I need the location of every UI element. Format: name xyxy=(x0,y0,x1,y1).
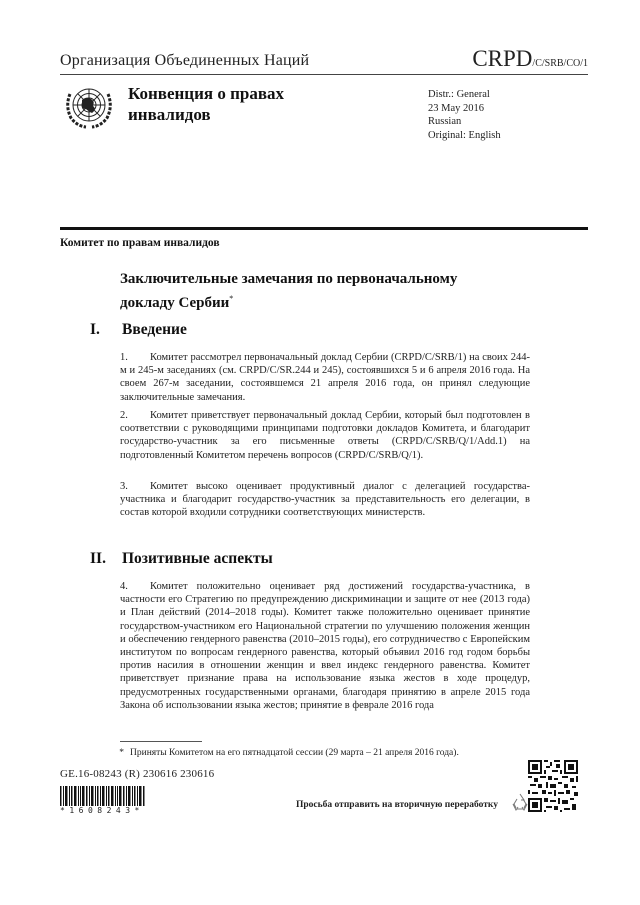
treaty-title-line2: инвалидов xyxy=(128,105,211,124)
paragraph-number: 1. xyxy=(120,352,128,363)
paragraph-4 xyxy=(120,580,530,712)
paragraph-text: Комитет рассмотрел первоначальный доклад Сербии (CRPD/C/SRB/1) на своих 244-м и 245-м заседаниях (см. CRPD/C/SR.244 и 245), состоявшихся 5 и 6 апреля 2016 года. На своем 267-м заседании, состоявшемся 21 апреля 2016 года, он принял следующие заключительные замечания. xyxy=(120,352,530,403)
organization-name: Организация Объединенных Наций xyxy=(60,52,310,69)
title-footnote-marker[interactable]: * xyxy=(229,294,234,303)
header-rule xyxy=(60,74,588,75)
qr-code-icon[interactable] xyxy=(528,760,578,812)
recycle-icon xyxy=(510,792,530,812)
committee-name: Комитет по правам инвалидов xyxy=(60,237,220,249)
un-emblem-icon xyxy=(62,82,116,132)
paragraph-2 xyxy=(120,409,530,462)
section-number: II. xyxy=(90,550,106,567)
document-symbol xyxy=(472,46,588,72)
header-thick-rule xyxy=(60,227,588,230)
original-language: Original: English xyxy=(428,129,501,141)
paragraph-1 xyxy=(120,351,530,404)
footnote-rule xyxy=(120,741,202,742)
document-title-line2: докладу Сербии xyxy=(120,295,230,311)
footnote xyxy=(110,748,459,758)
paragraph-text: Комитет приветствует первоначальный доклад Сербии, который был подготовлен в соответствии с руководящими принципами подготовки докладов Комитета, и благодарит государство-участник за его письменные ответы (CRPD/C/SRB/Q/1/Add.1) на подготовленный Комитетом перечень вопросов (CRPD/C/SRB/Q/1). xyxy=(120,410,530,461)
paragraph-number: 3. xyxy=(120,481,128,492)
symbol-sub: /C/SRB/CO/1 xyxy=(532,58,588,69)
section-title: Введение xyxy=(122,321,187,338)
document-language: Russian xyxy=(428,116,462,127)
document-title-line1: Заключительные замечания по первоначальному xyxy=(120,271,458,287)
section-title: Позитивные аспекты xyxy=(122,550,273,567)
distribution: Distr.: General xyxy=(428,89,490,100)
paragraph-number: 4. xyxy=(120,581,128,592)
treaty-title-line1: Конвенция о правах xyxy=(128,84,285,103)
document-title xyxy=(120,270,457,313)
document-date: 23 May 2016 xyxy=(428,102,484,114)
recycle-notice: Просьба отправить на вторичную переработку xyxy=(296,800,498,810)
paragraph-3 xyxy=(120,480,530,520)
barcode-number: *1608243* xyxy=(60,806,144,815)
paragraph-text: Комитет высоко оценивает продуктивный диалог с делегацией государства-участника и благодарит государство-участник за представительность его делегации, в состав которой входили сотрудники соответствующих министерств. xyxy=(120,481,530,519)
footnote-marker: * xyxy=(119,748,124,758)
symbol-main: CRPD xyxy=(472,46,533,71)
job-number: GE.16-08243 (R) 230616 230616 xyxy=(60,768,215,780)
section-number: I. xyxy=(90,321,100,338)
paragraph-number: 2. xyxy=(120,410,128,421)
barcode-icon xyxy=(60,786,146,808)
footnote-text: Приняты Комитетом на его пятнадцатой сессии (29 марта – 21 апреля 2016 года). xyxy=(130,748,459,758)
treaty-body-title xyxy=(128,83,284,125)
distribution-block xyxy=(428,88,501,142)
paragraph-text: Комитет положительно оценивает ряд достижений государства-участника, в частности его Стратегию по предупреждению дискриминации и защите от нее (2013 года) и План действий (2014–2018 годы). Комитет также положительно оценивает принятие государством-участником его Национальной стратегии по улучшению положения женщин и обеспечению гендерного равенства (2010–2015 годы), его сотрудничество с Европейским институтом по вопросам гендерного равенства, который объявил 2016 год годом борьбы против насилия в отношении женщин и ввел индекс гендерного равенства. Комитет приветствует признание права на использование языка жестов в ходе процедур, предусмотренных государственными органами, благодаря принятию в апреле 2015 года Закона об использовании языка жестов; принятие в феврале 2016 года xyxy=(120,581,530,711)
